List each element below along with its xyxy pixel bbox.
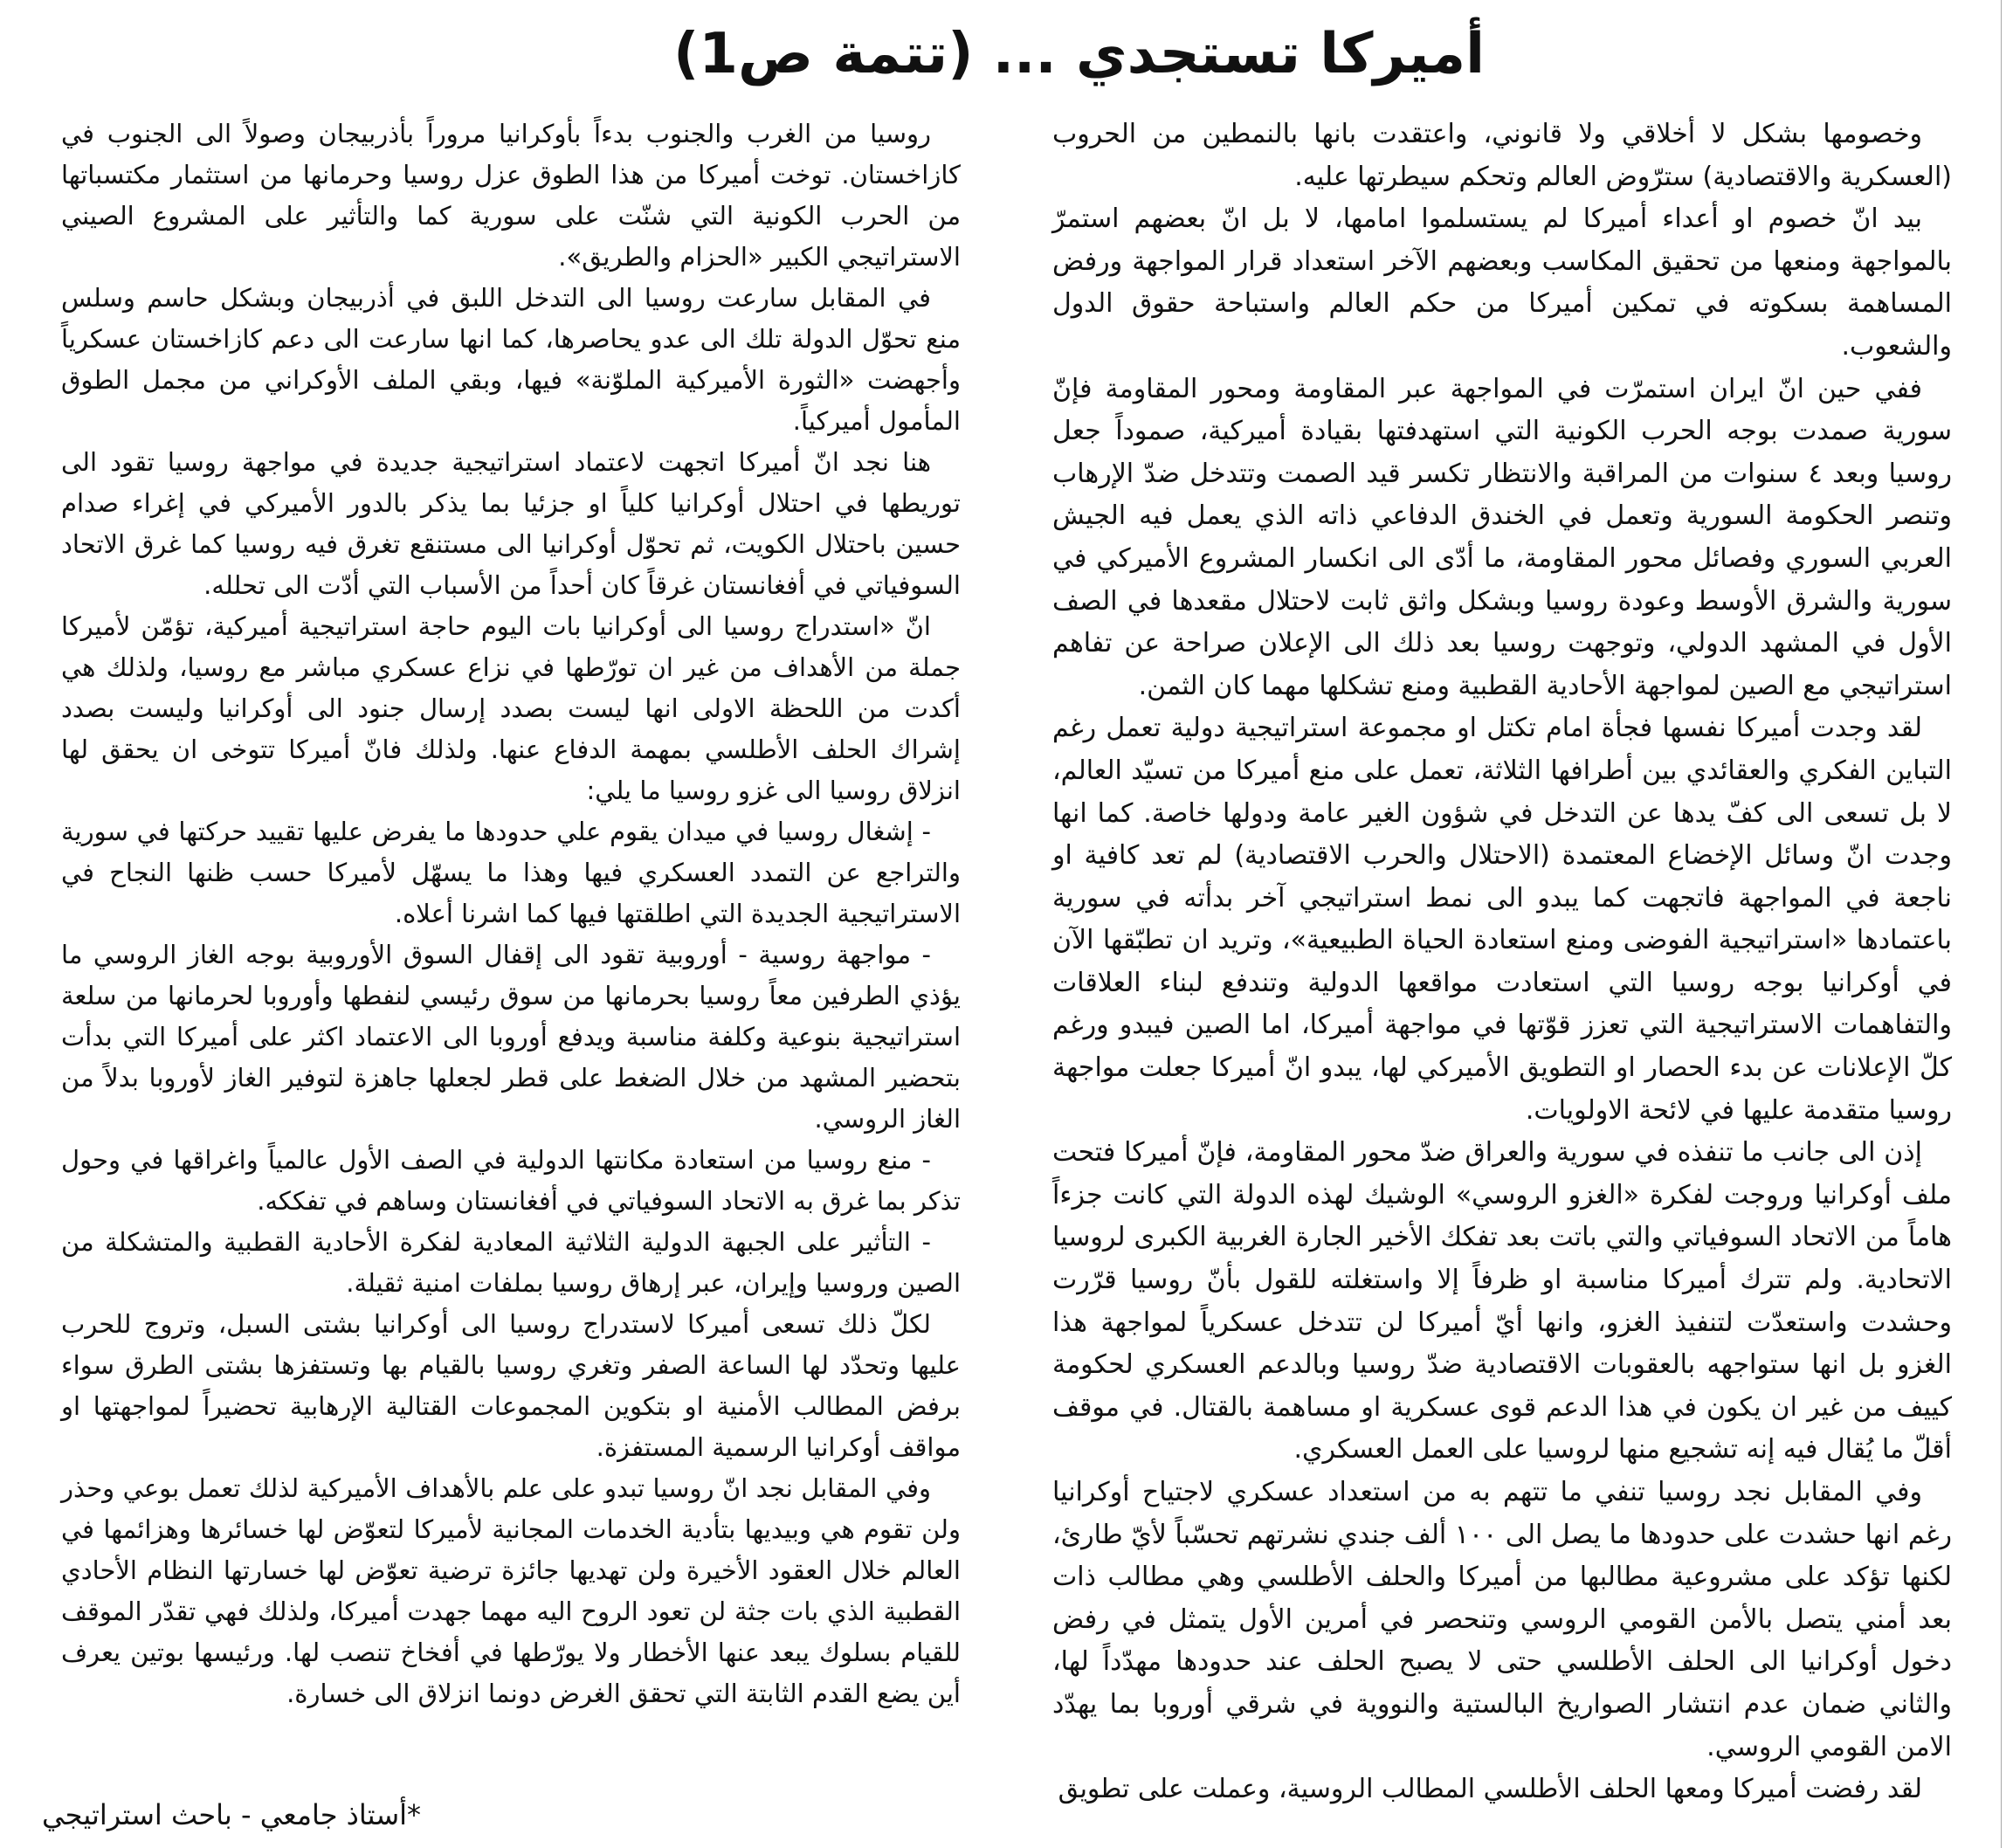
paragraph: إذن الى جانب ما تنفذه في سورية والعراق ضدّ محور المقاومة، فإنّ أميركا فتحت ملف أوكرانيا وروجت لفكرة «الغزو الروسي» الوشيك لهذه الدولة التي كانت جزءاً هاماً من الاتحاد السوفياتي والتي باتت بعد تفكك الأخير الجارة الغربية الكبرى لروسيا الاتحادية. ولم تترك أميركا مناسبة او ظرفاً إلا واستغلته للقول بأنّ روسيا قرّرت وحشدت واستعدّت لتنفيذ الغزو، وانها أيّ أميركا لن تتدخل عسكرياً لمواجهة هذا الغزو بل انها ستواجهه بالعقوبات الاقتصادية ضدّ روسيا وبالدعم العسكري لحكومة كييف من غير ان يكون في هذا الدعم قوى عسكرية او مساهمة بالقتال. في موقف أقلّ ما يُقال فيه إنه تشجيع منها لروسيا على العمل العسكري. bbox=[1052, 1137, 1952, 1465]
paragraph: بيد انّ خصوم او أعداء أميركا لم يستسلموا امامها، لا بل انّ بعضهم استمرّ بالمواجهة ومنعها من تحقيق المكاسب وبعضهم الآخر استعداد قرار المواجهة ورفض المساهمة بسكوته في تمكين أميركا من حكم العالم واستباحة حقوق الدول والشعوب. bbox=[1052, 203, 1952, 362]
author-byline: *أستاذ جامعي - باحث استراتيجي bbox=[42, 1798, 422, 1831]
paragraph: في المقابل سارعت روسيا الى التدخل اللبق في أذربيجان وبشكل حاسم وسلس منع تحوّل الدولة تلك الى عدو يحاصرها، كما انها سارعت الى دعم كازاخستان عسكرياً وأجهضت «الثورة الأميركية الملوّنة» فيها، وبقي الملف الأوكراني من مجمل الطوق المأمول أميركياً. bbox=[61, 283, 961, 436]
article-column-left bbox=[61, 114, 961, 1714]
article-column-right bbox=[1052, 114, 1952, 1811]
paragraph: هنا نجد انّ أميركا اتجهت لاعتماد استراتيجية جديدة في مواجهة روسيا تقود الى توريطها في احتلال أوكرانيا كلياً او جزئيا بما يذكر بالدور الأميركي في إغراء صدام حسين باحتلال الكويت، ثم تحوّل أوكرانيا الى مستنقع تغرق فيه روسيا كما غرق الاتحاد السوفياتي في أفغانستان غرقاً كان أحداً من الأسباب التي أدّت الى تحلله. bbox=[61, 447, 961, 600]
paragraph: لكلّ ذلك تسعى أميركا لاستدراج روسيا الى أوكرانيا بشتى السبل، وتروج للحرب عليها وتحدّد لها الساعة الصفر وتغري روسيا بالقيام بها وتستفزها بشتى الطرق سواء برفض المطالب الأمنية او بتكوين المجموعات القتالية الإرهابية تحضيراً لمواجهتها او مواقف أوكرانيا الرسمية المستفزة. bbox=[61, 1309, 961, 1462]
paragraph: روسيا من الغرب والجنوب بدءاً بأوكرانيا مروراً بأذربيجان وصولاً الى الجنوب في كازاخستان. توخت أميركا من هذا الطوق عزل روسيا وحرمانها من استثمار مكتسباتها من الحرب الكونية التي شنّت على سورية كما والتأثير على المشروع الصيني الاستراتيجي الكبير «الحزام والطريق». bbox=[61, 119, 961, 272]
bullet-paragraph: - مواجهة روسية - أوروبية تقود الى إقفال السوق الأوروبية بوجه الغاز الروسي ما يؤذي الطرفين معاً روسيا بحرمانها من سوق رئيسي لنفطها وأوروبا لحرمانها من سلعة استراتيجية بنوعية وكلفة مناسبة ويدفع أوروبا الى الاعتماد اكثر على أميركا التي بدأت بتحضير المشهد من خلال الضغط على قطر لجعلها جاهزة لتوفير الغاز لأوروبا بدلاً من الغاز الروسي. bbox=[61, 940, 961, 1134]
article-headline: أميركا تستجدي ... (تتمة ص1) bbox=[673, 22, 1485, 86]
bullet-paragraph: - التأثير على الجبهة الدولية الثلاثية المعادية لفكرة الأحادية القطبية والمتشكلة من الصين وروسيا وإيران، عبر إرهاق روسيا بملفات امنية ثقيلة. bbox=[61, 1227, 961, 1298]
paragraph: وفي المقابل نجد انّ روسيا تبدو على علم بالأهداف الأميركية لذلك تعمل بوعي وحذر ولن تقوم هي وبيديها بتأدية الخدمات المجانية لأميركا لتعوّض لها خسائرها وهزائمها في العالم خلال العقود الأخيرة ولن تهديها جائزة ترضية تعوّض لها خسارتها النظام الأحادي القطبية الذي بات جثة لن تعود الروح اليه مهما جهدت أميركا، ولذلك فهي تقدّر الموقف للقيام بسلوك يبعد عنها الأخطار ولا يورّطها في أفخاخ تنصب لها. ورئيسها بوتين يعرف أين يضع القدم الثابتة التي تحقق الغرض دونما انزلاق الى خسارة. bbox=[61, 1473, 961, 1708]
paragraph: لقد وجدت أميركا نفسها فجأة امام تكتل او مجموعة استراتيجية دولية تعمل رغم التباين الفكري والعقائدي بين أطرافها الثلاثة، تعمل على منع أميركا من تسيّد العالم، لا بل تسعى الى كفّ يدها عن التدخل في شؤون الغير عامة ودولها خاصة. كما انها وجدت انّ وسائل الإخضاع المعتمدة (الاحتلال والحرب الاقتصادية) لم تعد كافية او ناجعة في المواجهة فاتجهت كما يبدو الى نمط استراتيجي آخر بدأته في سورية باعتمادها «استراتيجية الفوضى ومنع استعادة الحياة الطبيعية»، وتريد ان تطبّقها الآن في أوكرانيا بوجه روسيا التي استعادت مواقعها الدولية وتندفع لبناء العلاقات والتفاهمات الاستراتيجية التي تعزز قوّتها في مواجهة أميركا، اما الصين فيبدو ورغم كلّ الإعلانات عن بدء الحصار او التطويق الأميركي لها، يبدو انّ أميركا جعلت مواجهة روسيا متقدمة عليها في لائحة الاولويات. bbox=[1052, 713, 1952, 1126]
paragraph: لقد رفضت أميركا ومعها الحلف الأطلسي المطالب الروسية، وعملت على تطويق bbox=[1058, 1774, 1922, 1805]
paragraph: انّ «استدراج روسيا الى أوكرانيا بات اليوم حاجة استراتيجية أميركية، تؤمّن لأميركا جملة من الأهداف من غير ان تورّطها في نزاع عسكري مباشر مع روسيا، ولذلك هي أكدت من اللحظة الاولى انها ليست بصدد إرسال جنود الى أوكرانيا وليست بصدد إشراك الحلف الأطلسي بمهمة الدفاع عنها. ولذلك فانّ أميركا تتوخى ان يحقق لها انزلاق روسيا الى غزو روسيا ما يلي: bbox=[61, 611, 961, 805]
paragraph: وخصومها بشكل لا أخلاقي ولا قانوني، واعتقدت بانها بالنمطين من الحروب (العسكرية والاقتصادية) سترّوض العالم وتحكم سيطرتها عليه. bbox=[1052, 119, 1952, 192]
paragraph: وفي المقابل نجد روسيا تنفي ما تتهم به من استعداد عسكري لاجتياح أوكرانيا رغم انها حشدت على حدودها ما يصل الى ١٠٠ ألف جندي نشرتهم تحسّباً لأيّ طارئ، لكنها تؤكد على مشروعية مطالبها من أميركا والحلف الأطلسي وهي مطالب ذات بعد أمني يتصل بالأمن القومي الروسي وتنحصر في أمرين الأول يتمثل في رفض دخول أوكرانيا الى الحلف الأطلسي حتى لا يصبح الحلف عند حدودها مهدّداً لها، والثاني ضمان عدم انتشار الصواريخ البالستية والنووية في شرقي أوروبا بما يهدّد الامن القومي الروسي. bbox=[1052, 1477, 1953, 1762]
bullet-paragraph: - منع روسيا من استعادة مكانتها الدولية في الصف الأول عالمياً واغراقها في وحول تذكر بما غرق به الاتحاد السوفياتي في أفغانستان وساهم في تفككه. bbox=[61, 1145, 961, 1216]
paragraph: ففي حين انّ ايران استمرّت في المواجهة عبر المقاومة ومحور المقاومة فإنّ سورية صمدت بوجه الحرب الكونية التي استهدفتها بقيادة أميركية، صموداً جعل روسيا وبعد ٤ سنوات من المراقبة والانتظار تكسر قيد الصمت وتتدخل ضدّ الإرهاب وتنصر الحكومة السورية وتعمل في الخندق الدفاعي ذاته الذي يعمل فيه الجيش العربي السوري وفصائل محور المقاومة، ما أدّى الى انكسار المشروع الأميركي في سورية والشرق الأوسط وعودة روسيا وبشكل واثق ثابت لاحتلال مقعدها في الصف الأول في المشهد الدولي، وتوجهت روسيا بعد ذلك الى الإعلان صراحة عن تفاهم استراتيجي مع الصين لمواجهة الأحادية القطبية ومنع تشكلها مهما كان الثمن. bbox=[1052, 373, 1952, 701]
page-edge-rule bbox=[2001, 0, 2002, 1848]
bullet-paragraph: - إشغال روسيا في ميدان يقوم علي حدودها ما يفرض عليها تقييد حركتها في سورية والتراجع عن التمدد العسكري فيها وهذا ما يسهّل لأميركا حسب ظنها النجاح في الاستراتيجية الجديدة التي اطلقتها فيها كما اشرنا أعلاه. bbox=[61, 817, 961, 928]
